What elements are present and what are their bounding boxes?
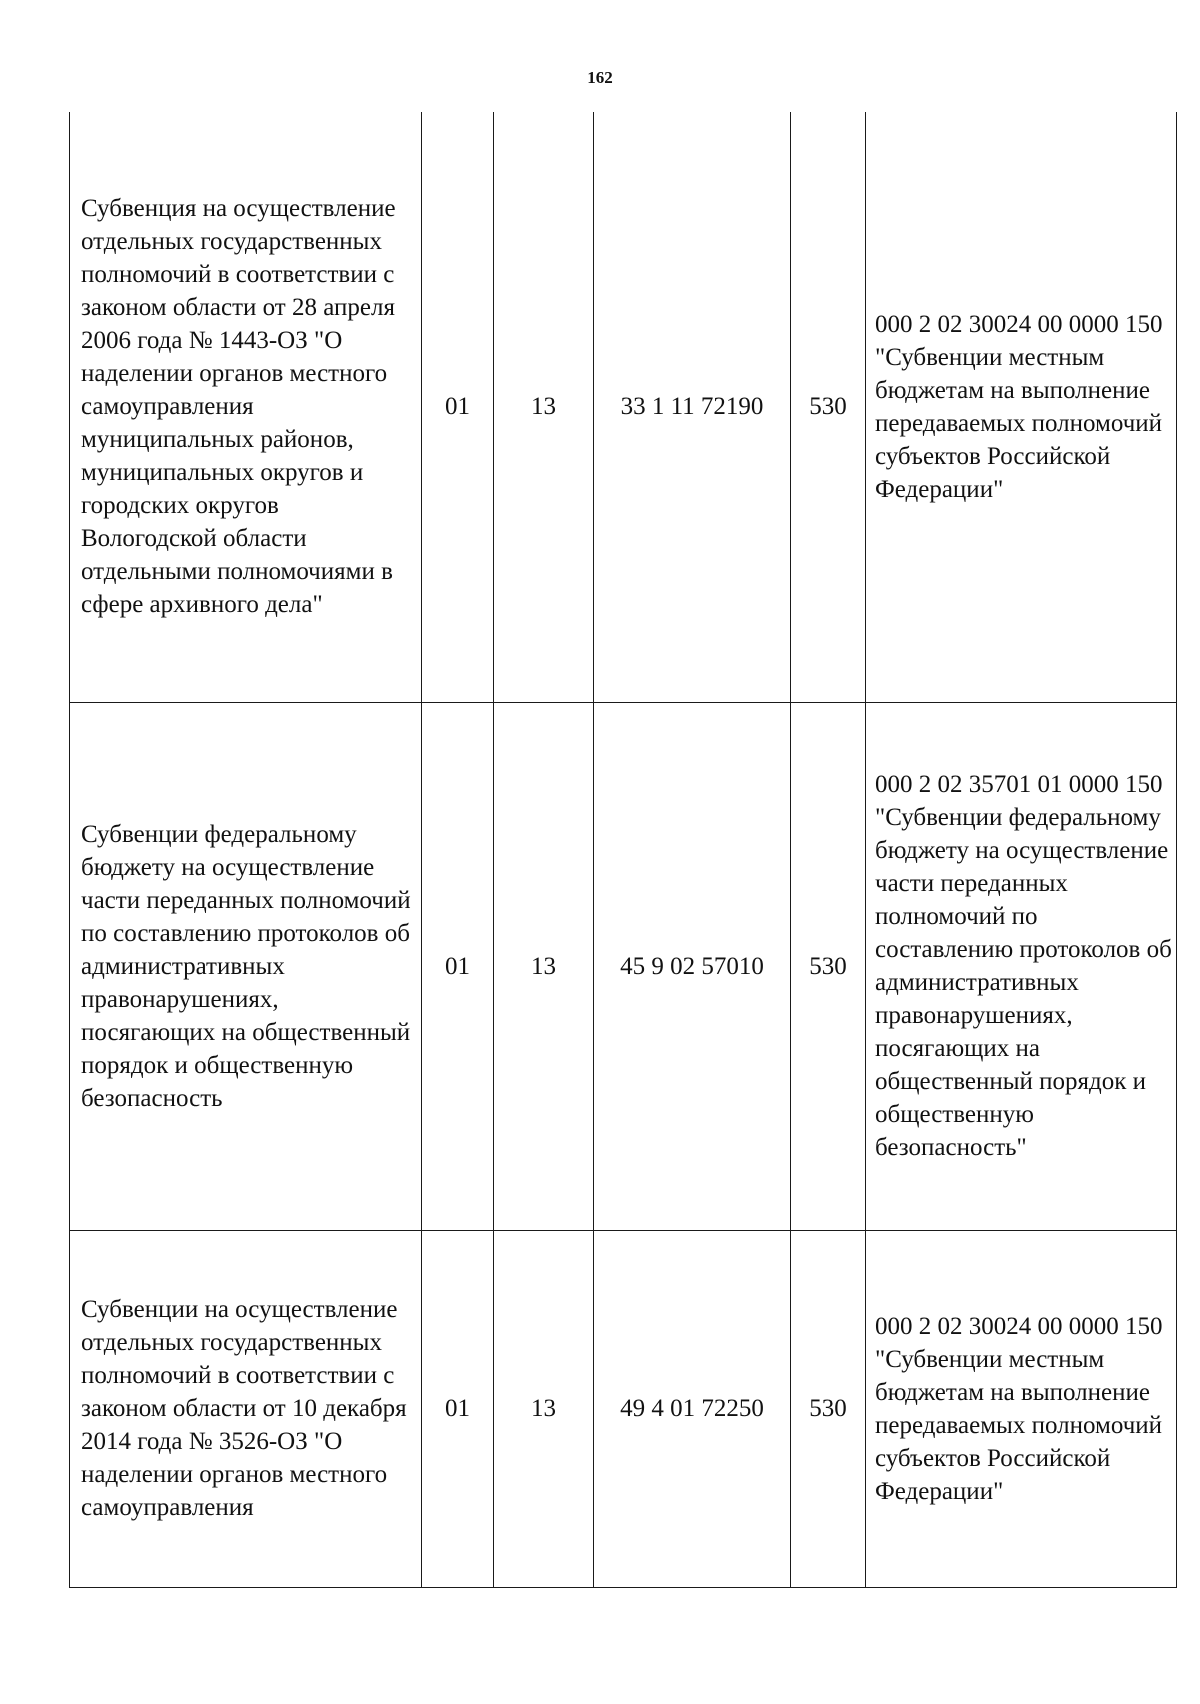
subsection-cell: 13 [494, 112, 594, 702]
expense-name: Субвенции на осуществление отдельных государственных полномочий в соответствии с законом области от 10 декабря 2014 года № 3526-ОЗ "О наделении органов местного самоуправления [81, 1296, 407, 1521]
expense-name-cell [70, 112, 422, 702]
expense-type-cell: 530 [791, 702, 866, 1230]
revenue-code: 000 2 02 30024 00 0000 150 "Субвенции местным бюджетам на выполнение передаваемых полномочий субъектов Российской Федерации" [875, 1312, 1163, 1505]
expense-name: Субвенция на осуществление отдельных государственных полномочий в соответствии с законом области от 28 апреля 2006 года № 1443-ОЗ "О наделении органов местного самоуправления муниципальных районов, муниципальных округов и городских округов Вологодской области отдельными полномочиями в сфере архивного дела" [81, 195, 396, 619]
expense-name-cell [70, 702, 422, 1230]
expense-type-cell: 530 [791, 112, 866, 702]
section-cell: 01 [422, 112, 494, 702]
target-article-cell: 49 4 01 72250 [594, 1230, 791, 1587]
table-row [70, 1230, 1177, 1587]
page-number: 162 [587, 68, 613, 87]
revenue-code-cell [866, 112, 1177, 702]
section-cell: 01 [422, 1230, 494, 1587]
table-row [70, 702, 1177, 1230]
subsection-cell: 13 [494, 1230, 594, 1587]
expense-type-cell: 530 [791, 1230, 866, 1587]
revenue-code: 000 2 02 35701 01 0000 150 "Субвенции федеральному бюджету на осуществление части переданных полномочий по составлению протоколов об административных правонарушениях, посягающих на общественный порядок и общественную безопасность" [875, 771, 1172, 1161]
revenue-code-cell [866, 1230, 1177, 1587]
revenue-code-cell [866, 702, 1177, 1230]
target-article-cell: 45 9 02 57010 [594, 702, 791, 1230]
budget-table [69, 112, 1177, 1588]
expense-name-cell [70, 1230, 422, 1587]
subsection-cell: 13 [494, 702, 594, 1230]
revenue-code: 000 2 02 30024 00 0000 150 "Субвенции местным бюджетам на выполнение передаваемых полномочий субъектов Российской Федерации" [875, 310, 1163, 503]
section-cell: 01 [422, 702, 494, 1230]
target-article-cell: 33 1 11 72190 [594, 112, 791, 702]
table-row [70, 112, 1177, 702]
expense-name: Субвенции федеральному бюджету на осуществление части переданных полномочий по составлению протоколов об административных правонарушениях, посягающих на общественный порядок и общественную безопасность [81, 820, 411, 1112]
